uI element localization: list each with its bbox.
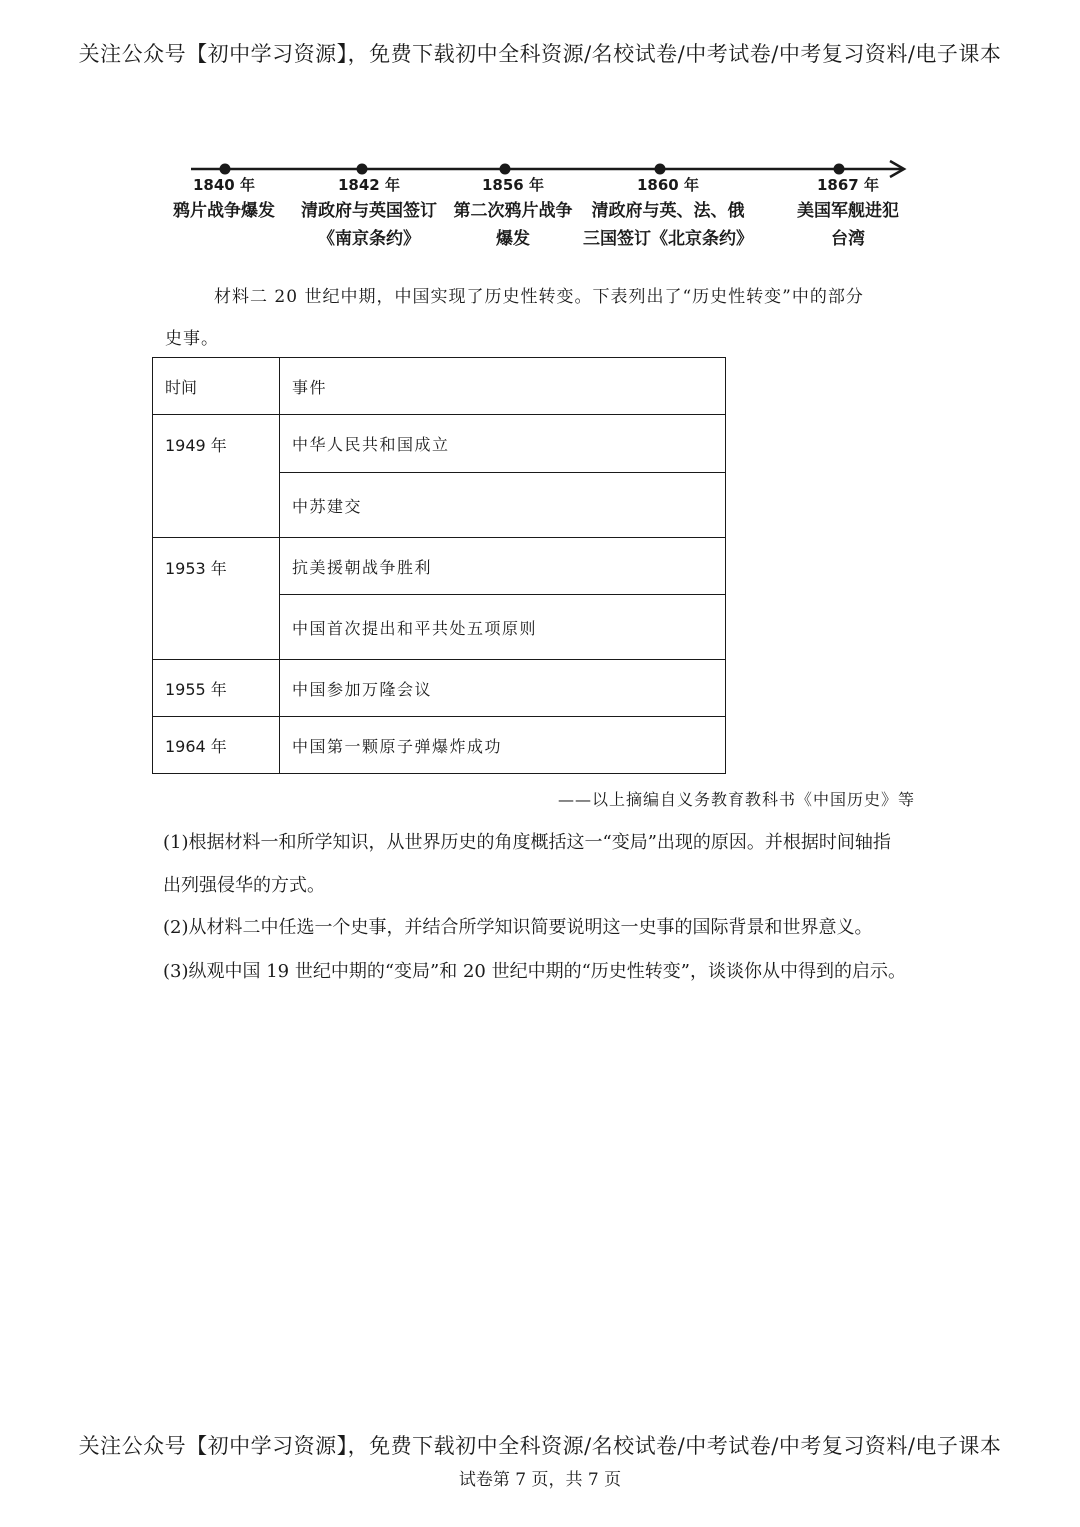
timeline-dot: [357, 164, 368, 175]
table-cell-time: 1964 年: [153, 717, 280, 774]
timeline-year: 1840 年: [193, 176, 255, 194]
timeline-year: 1860 年: [637, 176, 699, 194]
table-header-event: 事件: [280, 358, 726, 415]
timeline-dot: [655, 164, 666, 175]
timeline-description-line: 清政府与英国签订: [301, 201, 437, 221]
footer-banner: 关注公众号【初中学习资源】，免费下载初中全科资源/名校试卷/中考试卷/中考复习资料/电子课本: [78, 1434, 1002, 1458]
timeline-description-line: 清政府与英、法、俄: [591, 201, 745, 221]
table-cell-event: 中国第一颗原子弹爆炸成功: [280, 717, 726, 774]
events-table: [152, 357, 726, 774]
timeline-event-1867: [748, 174, 948, 253]
timeline-description: [568, 197, 768, 253]
material2-intro-continued: 史事。: [165, 329, 219, 349]
timeline-event-1860: [568, 174, 768, 253]
timeline-description-line: 第二次鸦片战争: [453, 201, 573, 221]
table-cell-event: 抗美援朝战争胜利: [280, 538, 726, 595]
timeline-description: 鸦片战争爆发: [173, 201, 275, 221]
timeline-description-line: 三国签订《北京条约》: [583, 229, 753, 249]
table-header-time: 时间: [153, 358, 280, 415]
question-1: (1)根据材料一和所学知识，从世界历史的角度概括这一“变局”出现的原因。并根据时间轴指: [163, 832, 891, 853]
timeline-description-line: 《南京条约》: [318, 229, 420, 249]
material2-intro: 材料二 20 世纪中期，中国实现了历史性转变。下表列出了“历史性转变”中的部分: [214, 287, 864, 307]
timeline-description-line: 爆发: [496, 229, 530, 249]
table-cell-event: 中苏建交: [280, 473, 726, 538]
table-cell-time: 1953 年: [153, 538, 280, 660]
table-header-row: [153, 358, 726, 415]
source-citation: ——以上摘编自义务教育教科书《中国历史》等: [557, 790, 915, 809]
timeline: [0, 0, 1080, 270]
table-cell-time: 1949 年: [153, 415, 280, 538]
page-number: 试卷第 7 页，共 7 页: [458, 1470, 622, 1490]
header-banner: 关注公众号【初中学习资源】，免费下载初中全科资源/名校试卷/中考试卷/中考复习资料/电子课本: [78, 42, 1002, 66]
timeline-description-line: 台湾: [831, 229, 865, 249]
timeline-dot: [220, 164, 231, 175]
timeline-year: 1842 年: [338, 176, 400, 194]
timeline-dot: [500, 164, 511, 175]
question-3: (3)纵观中国 19 世纪中期的“变局”和 20 世纪中期的“历史性转变”，谈谈你从中得到的启示。: [163, 961, 906, 982]
table-cell-event: 中华人民共和国成立: [280, 415, 726, 473]
table-row: [153, 415, 726, 473]
table-row: [153, 717, 726, 774]
timeline-dot: [834, 164, 845, 175]
table-row: [153, 660, 726, 717]
question-2: (2)从材料二中任选一个史事，并结合所学知识简要说明这一史事的国际背景和世界意义。: [163, 917, 873, 938]
timeline-description-line: 美国军舰进犯: [797, 201, 899, 221]
timeline-year: 1867 年: [817, 176, 879, 194]
timeline-description: [748, 197, 948, 253]
table-cell-event: 中国首次提出和平共处五项原则: [280, 595, 726, 660]
table-cell-time: 1955 年: [153, 660, 280, 717]
table-cell-event: 中国参加万隆会议: [280, 660, 726, 717]
timeline-axis: [0, 0, 1080, 200]
timeline-year: 1856 年: [482, 176, 544, 194]
table-row: [153, 538, 726, 595]
question-1-continued: 出列强侵华的方式。: [163, 875, 325, 896]
